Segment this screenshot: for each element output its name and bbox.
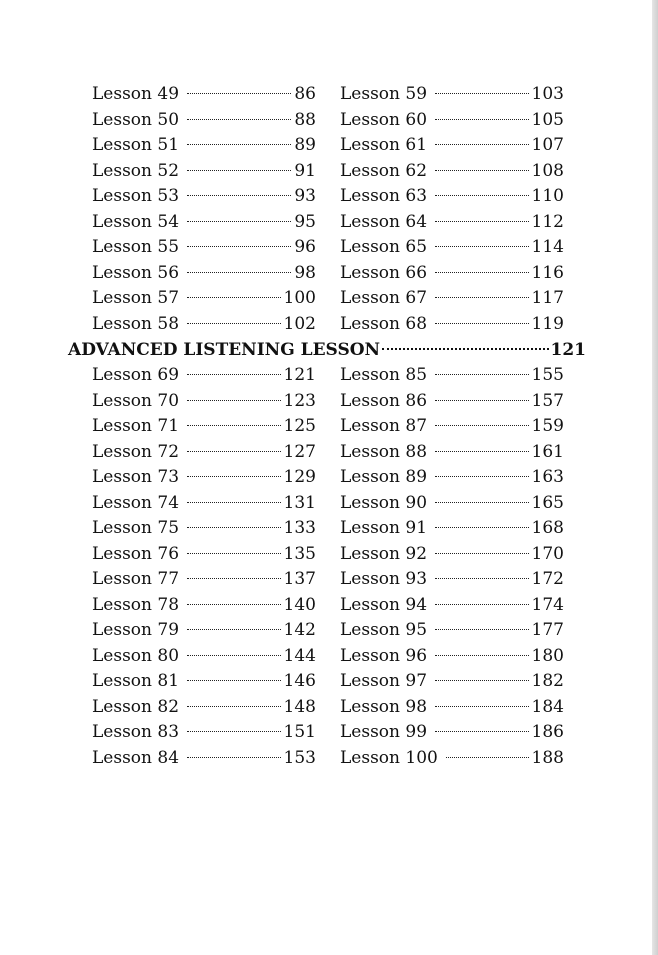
dot-leader [435,297,529,298]
toc-entry-page-number: 148 [283,696,316,717]
toc-entry-page-number: 98 [294,262,316,283]
toc-entry-page-number: 174 [531,594,564,615]
toc-entry-page-number: 116 [531,262,564,283]
toc-entry-page-number: 89 [294,135,316,155]
toc-entry-page-number: 133 [283,518,316,538]
toc-entry-label: Lesson 65 [340,237,428,257]
toc-entry-page-number: 146 [283,671,316,691]
toc-entry[interactable] [340,593,564,619]
toc-entry-page-number: 123 [283,390,316,411]
toc-entry-label: Lesson 81 [92,671,180,691]
dot-leader [187,604,281,605]
dot-leader [435,374,529,375]
toc-entry[interactable] [92,261,316,287]
toc-entry-label: Lesson 55 [92,237,180,257]
toc-entry-page-number: 170 [531,543,564,564]
dot-leader [187,757,281,758]
toc-entry[interactable] [92,108,316,134]
toc-entry-page-number: 86 [294,84,316,104]
toc-entry-page-number: 91 [294,160,316,181]
toc-entry-label: Lesson 98 [340,696,428,717]
dot-leader [187,272,291,273]
dot-leader [187,425,281,426]
dot-leader [435,425,529,426]
toc-entry-label: Lesson 70 [92,390,180,411]
toc-entry-label: Lesson 80 [92,645,180,666]
dot-leader [435,527,529,528]
toc-entry-label: Lesson 58 [92,313,180,334]
dot-leader [187,170,291,171]
dot-leader [435,706,529,707]
toc-entry-page-number: 163 [531,467,564,487]
toc-entry[interactable] [340,133,564,159]
toc-entry-page-number: 117 [531,288,564,308]
toc-entry-page-number: 127 [283,441,316,462]
toc-entry-page-number: 151 [283,722,316,742]
toc-entry-page-number: 121 [283,365,316,385]
toc-entry-page-number: 114 [531,237,564,257]
section-title: ADVANCED LISTENING LESSON [68,340,381,360]
toc-entry[interactable] [92,618,316,644]
toc-entry[interactable] [340,286,564,312]
toc-entry[interactable] [92,644,316,670]
toc-entry-label: Lesson 84 [92,747,180,768]
toc-entry[interactable] [340,184,564,210]
dot-leader [187,246,291,247]
toc-entry[interactable] [340,108,564,134]
toc-entry-label: Lesson 72 [92,441,180,462]
toc-entry-label: Lesson 73 [92,467,180,487]
toc-column-left [92,82,316,337]
toc-entry[interactable] [340,542,564,568]
toc-entry-label: Lesson 50 [92,109,180,130]
dot-leader [435,476,529,477]
toc-entry[interactable] [340,159,564,185]
toc-entry-label: Lesson 68 [340,313,428,334]
toc-entry[interactable] [340,465,564,491]
toc-entry[interactable] [340,516,564,542]
dot-leader [435,629,529,630]
toc-entry-label: Lesson 57 [92,288,180,308]
toc-entry[interactable] [340,363,564,389]
toc-entry[interactable] [92,133,316,159]
toc-entry-label: Lesson 87 [340,416,428,436]
toc-entry-page-number: 159 [531,416,564,436]
dot-leader [435,502,529,503]
page-edge-shadow [652,0,658,955]
dot-leader [187,680,281,681]
toc-entry-page-number: 142 [283,620,316,640]
toc-entry-page-number: 177 [531,620,564,640]
toc-entry-label: Lesson 71 [92,416,180,436]
toc-entry[interactable] [92,567,316,593]
toc-column-left [92,363,316,771]
toc-entry-label: Lesson 82 [92,696,180,717]
toc-entry-page-number: 144 [283,645,316,666]
toc-entry[interactable] [340,746,564,772]
toc-entry-page-number: 103 [531,84,564,104]
dot-leader [187,93,291,94]
toc-entry-label: Lesson 61 [340,135,428,155]
toc-entry-page-number: 129 [283,467,316,487]
toc-column-right [340,363,564,771]
dot-leader [435,655,529,656]
toc-entry[interactable] [92,465,316,491]
dot-leader [446,757,529,758]
toc-entry-label: Lesson 76 [92,543,180,564]
toc-entry[interactable] [340,618,564,644]
dot-leader [187,578,281,579]
dot-leader [187,502,281,503]
toc-entry-page-number: 184 [531,696,564,717]
toc-entry[interactable] [340,720,564,746]
dot-leader [187,400,281,401]
toc-entry-label: Lesson 64 [340,211,428,232]
toc-section-heading[interactable] [68,337,586,363]
toc-entry-label: Lesson 56 [92,262,180,283]
dot-leader [435,221,529,222]
dot-leader [187,323,281,324]
toc-entry-page-number: 108 [531,160,564,181]
toc-entry[interactable] [92,720,316,746]
toc-entry-page-number: 110 [531,186,564,206]
dot-leader [435,93,529,94]
dot-leader [435,400,529,401]
toc-entry-label: Lesson 91 [340,518,428,538]
dot-leader [435,272,529,273]
toc-entry-page-number: 125 [283,416,316,436]
dot-leader [187,553,281,554]
toc-entry-label: Lesson 54 [92,211,180,232]
dot-leader [187,731,281,732]
dot-leader [382,348,548,350]
toc-entry[interactable] [92,593,316,619]
toc-entry-label: Lesson 88 [340,441,428,462]
section-page-number: 121 [550,340,586,360]
toc-entry[interactable] [92,414,316,440]
toc-entry-page-number: 165 [531,492,564,513]
toc-entry-label: Lesson 83 [92,722,180,742]
toc-entry-label: Lesson 94 [340,594,428,615]
toc-entry-label: Lesson 63 [340,186,428,206]
dot-leader [187,706,281,707]
toc-entry[interactable] [92,669,316,695]
toc-entry-page-number: 112 [531,211,564,232]
toc-entry-page-number: 153 [283,747,316,768]
toc-entry[interactable] [340,644,564,670]
toc-entry[interactable] [340,389,564,415]
toc-entry-label: Lesson 93 [340,569,428,589]
toc-entry[interactable] [340,695,564,721]
dot-leader [435,731,529,732]
dot-leader [435,451,529,452]
dot-leader [187,655,281,656]
dot-leader [435,323,529,324]
toc-entry-page-number: 107 [531,135,564,155]
toc-entry-page-number: 182 [531,671,564,691]
dot-leader [187,374,281,375]
toc-entry-label: Lesson 90 [340,492,428,513]
toc-entry-label: Lesson 78 [92,594,180,615]
dot-leader [435,578,529,579]
toc-entry[interactable] [92,235,316,261]
dot-leader [187,629,281,630]
toc-entry[interactable] [92,389,316,415]
toc-entry[interactable] [92,286,316,312]
toc-entry-label: Lesson 62 [340,160,428,181]
toc-entry[interactable] [92,159,316,185]
toc-entry[interactable] [340,440,564,466]
toc-entry-label: Lesson 60 [340,109,428,130]
dot-leader [435,170,529,171]
dot-leader [435,680,529,681]
toc-entry-label: Lesson 49 [92,84,180,104]
toc-entry-label: Lesson 79 [92,620,180,640]
toc-entry-page-number: 100 [283,288,316,308]
toc-entry-page-number: 135 [283,543,316,564]
toc-entry[interactable] [92,363,316,389]
toc-entry[interactable] [340,669,564,695]
toc-entry-page-number: 155 [531,365,564,385]
dot-leader [435,144,529,145]
toc-entry-label: Lesson 75 [92,518,180,538]
toc-entry-page-number: 180 [531,645,564,666]
toc-entry-page-number: 137 [283,569,316,589]
toc-entry-label: Lesson 67 [340,288,428,308]
toc-entry[interactable] [340,82,564,108]
toc-entry[interactable] [92,746,316,772]
toc-entry-label: Lesson 100 [340,747,438,768]
dot-leader [187,144,291,145]
dot-leader [187,297,281,298]
toc-entry-page-number: 105 [531,109,564,130]
toc-entry-page-number: 168 [531,518,564,538]
dot-leader [187,451,281,452]
toc-entry-label: Lesson 92 [340,543,428,564]
toc-entry[interactable] [340,210,564,236]
toc-entry-page-number: 102 [283,313,316,334]
dot-leader [435,553,529,554]
toc-entry-label: Lesson 99 [340,722,428,742]
toc-entry-page-number: 95 [294,211,316,232]
toc-entry[interactable] [92,440,316,466]
toc-entry-label: Lesson 96 [340,645,428,666]
toc-entry-label: Lesson 66 [340,262,428,283]
dot-leader [187,476,281,477]
toc-entry-page-number: 172 [531,569,564,589]
toc-entry-label: Lesson 51 [92,135,180,155]
toc-entry-label: Lesson 59 [340,84,428,104]
toc-entry[interactable] [92,82,316,108]
toc-entry[interactable] [92,516,316,542]
toc-entry-label: Lesson 95 [340,620,428,640]
toc-entry[interactable] [92,312,316,338]
toc-entry[interactable] [92,695,316,721]
dot-leader [435,246,529,247]
toc-entry-label: Lesson 97 [340,671,428,691]
toc-entry[interactable] [340,414,564,440]
toc-entry-page-number: 93 [294,186,316,206]
toc-entry-page-number: 119 [531,313,564,334]
toc-column-right [340,82,564,337]
toc-entry[interactable] [92,184,316,210]
toc-entry[interactable] [92,542,316,568]
toc-entry-label: Lesson 77 [92,569,180,589]
toc-entry-label: Lesson 52 [92,160,180,181]
toc-entry-label: Lesson 69 [92,365,180,385]
dot-leader [187,119,291,120]
toc-entry-label: Lesson 89 [340,467,428,487]
toc-entry-label: Lesson 86 [340,390,428,411]
dot-leader [187,527,281,528]
toc-entry[interactable] [340,235,564,261]
toc-entry[interactable] [340,312,564,338]
toc-entry-page-number: 161 [531,441,564,462]
toc-entry-page-number: 96 [294,237,316,257]
toc-entry-page-number: 140 [283,594,316,615]
toc-entry-label: Lesson 74 [92,492,180,513]
toc-entry-page-number: 131 [283,492,316,513]
toc-entry-page-number: 157 [531,390,564,411]
toc-entry[interactable] [92,210,316,236]
toc-entry[interactable] [92,491,316,517]
toc-entry[interactable] [340,567,564,593]
toc-entry-page-number: 188 [531,747,564,768]
dot-leader [435,195,529,196]
dot-leader [187,221,291,222]
toc-entry[interactable] [340,261,564,287]
dot-leader [435,119,529,120]
toc-entry[interactable] [340,491,564,517]
toc-entry-page-number: 186 [531,722,564,742]
dot-leader [435,604,529,605]
toc-entry-page-number: 88 [294,109,316,130]
toc-entry-label: Lesson 53 [92,186,180,206]
dot-leader [187,195,291,196]
toc-entry-label: Lesson 85 [340,365,428,385]
